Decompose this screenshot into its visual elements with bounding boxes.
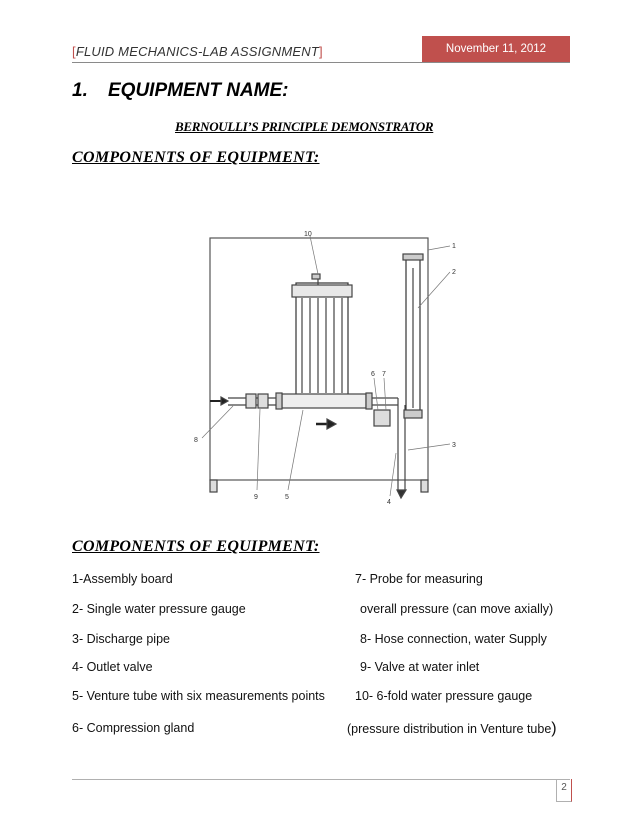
header-date: November 11, 2012	[422, 36, 570, 63]
component-item: 5- Venture tube with six measurements points	[72, 689, 325, 703]
diagram-label-4: 4	[387, 499, 391, 506]
diagram-label-8: 8	[194, 437, 198, 444]
diagram-label-2: 2	[452, 269, 456, 276]
diagram-label-3: 3	[452, 442, 456, 449]
diagram-label-10: 10	[304, 231, 312, 238]
component-item: 6- Compression gland	[72, 721, 195, 735]
components-title: COMPONENTS OF EQUIPMENT:	[72, 149, 320, 166]
components-list-title: COMPONENTS OF EQUIPMENT:	[72, 538, 320, 555]
diagram-label-9: 9	[254, 494, 258, 501]
component-item: 1-Assembly board	[72, 572, 173, 586]
component-item: 4- Outlet valve	[72, 660, 153, 674]
component-item: 7- Probe for measuring	[355, 572, 483, 586]
diagram-label-5: 5	[285, 494, 289, 501]
component-item: 8- Hose connection, water Supply	[360, 632, 547, 646]
component-item: 9- Valve at water inlet	[360, 660, 480, 674]
diagram-label-1: 1	[452, 243, 456, 250]
diagram-label-7: 7	[382, 371, 386, 378]
diagram-label-6: 6	[371, 371, 375, 378]
equipment-name: BERNOULLI’S PRINCIPLE DEMONSTRATOR	[175, 119, 434, 134]
component-item: 10- 6-fold water pressure gauge	[355, 689, 533, 703]
header-divider	[72, 62, 570, 63]
component-item: 3- Discharge pipe	[72, 632, 170, 646]
header-title: [FLUID MECHANICS-LAB ASSIGNMENT]	[72, 44, 323, 59]
footer-divider	[72, 779, 570, 780]
page-number: 2	[556, 779, 572, 802]
section-heading: 1. EQUIPMENT NAME:	[72, 80, 289, 101]
component-item: overall pressure (can move axially)	[360, 602, 554, 616]
equipment-diagram	[188, 228, 472, 510]
page-header	[72, 36, 570, 63]
component-item: (pressure distribution in Venture tube)	[347, 720, 557, 737]
component-item: 2- Single water pressure gauge	[72, 602, 246, 616]
